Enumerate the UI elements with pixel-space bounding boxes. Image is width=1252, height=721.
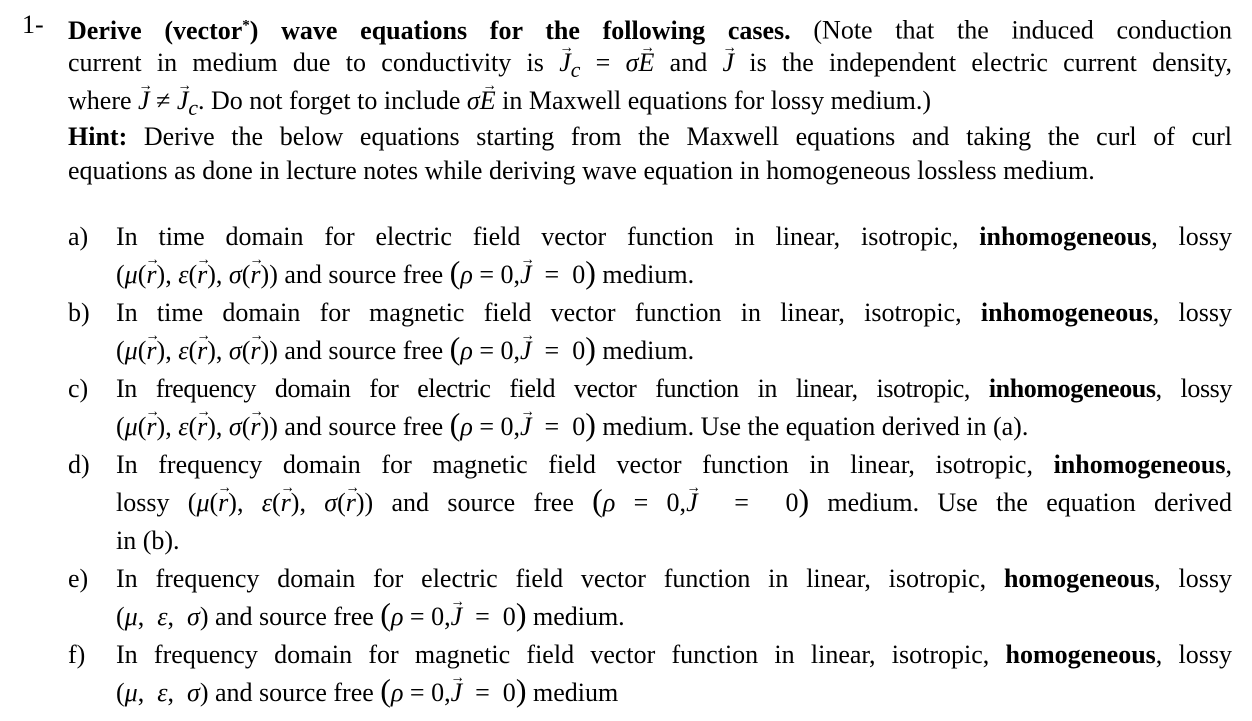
problem-number: 1- (22, 10, 44, 39)
case-b: b) In time domain for magnetic field vector function in linear, isotropic, inhomogeneous, lossy (μ(→ r), ε(→ r), σ(→ r)) and source free (ρ = 0,→ J = 0) medium. (68, 294, 1232, 370)
case-list (68, 218, 1232, 712)
hint-line-1: Hint: Derive the below equations starting from the Maxwell equations and taking the curl of curl (68, 122, 1232, 151)
case-label: f) (68, 640, 86, 669)
hint-line-2: equations as done in lecture notes while deriving wave equation in homogeneous lossless medium. (68, 156, 1095, 185)
problem-title: Derive (vector*) wave equations for the following cases. (68, 15, 791, 45)
case-c: c) In frequency domain for electric field vector function in linear, isotropic, inhomogeneous, lossy (μ(→ r), ε(→ r), σ(→ r)) and source free (ρ = 0,→ J = 0) medium. Use the equation derived in (a). (68, 370, 1232, 446)
problem-statement (68, 6, 1232, 188)
case-label: c) (68, 374, 89, 403)
case-label: d) (68, 450, 90, 479)
case-d: d) In frequency domain for magnetic field vector function in linear, isotropic, inhomogeneous, lossy (μ(→ r), ε(→ r), σ(→ r)) and source free (ρ = 0,→ J = 0) medium. Use the equation derived in (b). (68, 446, 1232, 560)
statement-line-3: where → J ≠ → $J_c$. Do not forget to include σ→ E in Maxwell equations for lossy medium.) (68, 82, 1232, 120)
case-label: a) (68, 222, 89, 251)
statement-line-2: current in medium due to conductivity is → $J_c = \sigma\to E$ and → J is the independent electric current density, (68, 44, 1232, 82)
case-e: e) In frequency domain for electric field vector function in linear, isotropic, homogeneous, lossy (μ, ε, σ) and source free (ρ = 0,→ J = 0) medium. (68, 560, 1232, 636)
case-label: e) (68, 564, 89, 593)
case-label: b) (68, 298, 90, 327)
case-f: f) In frequency domain for magnetic field vector function in linear, isotropic, homogeneous, lossy (μ, ε, σ) and source free (ρ = 0,→ J = 0) medium (68, 636, 1232, 712)
statement-line-1: Derive (vector*) wave equations for the following cases. (Note that the induced conduction (68, 15, 1232, 45)
case-a: a) In time domain for electric field vector function in linear, isotropic, inhomogeneous, lossy (μ(→ r), ε(→ r), σ(→ r)) and source free (ρ = 0,→ J = 0) medium. (68, 218, 1232, 294)
hint-label: Hint: (68, 122, 128, 151)
problem-1 (22, 6, 1232, 712)
